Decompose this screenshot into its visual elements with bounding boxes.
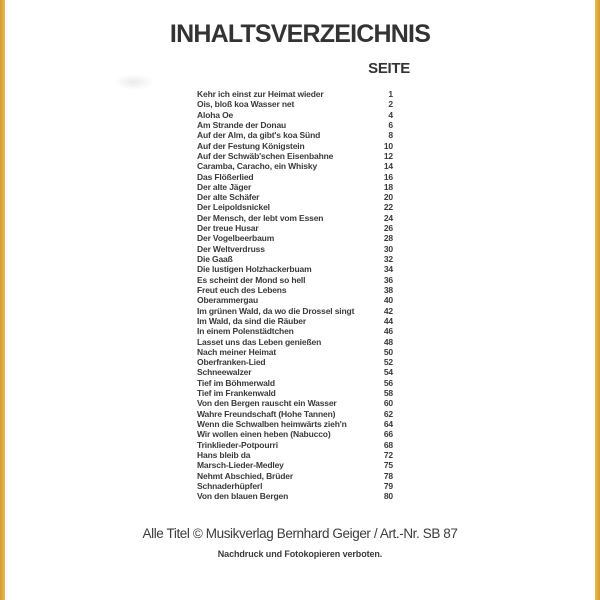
toc-row <box>197 285 393 295</box>
song-title: Oberammergau <box>197 295 259 306</box>
song-title: Lasset uns das Leben genießen <box>197 336 322 347</box>
toc-row <box>197 450 393 460</box>
song-title: Auf der Schwäb'schen Eisenbahne <box>197 150 334 161</box>
page-number: 44 <box>383 315 393 326</box>
toc-row <box>197 264 393 274</box>
page-number: 14 <box>383 161 393 172</box>
page-number: 36 <box>383 274 393 285</box>
page-number: 79 <box>383 480 393 491</box>
song-title: Schnaderhüpferl <box>197 480 263 491</box>
page-number: 8 <box>388 130 393 141</box>
song-title: Trinklieder-Potpourri <box>197 439 278 450</box>
song-title: Im grünen Wald, da wo die Drossel singt <box>197 305 355 316</box>
toc-row <box>197 388 393 398</box>
song-title: Nach meiner Heimat <box>197 346 277 357</box>
song-title: Der alte Jäger <box>197 181 252 192</box>
song-title: Ois, bloß koa Wasser net <box>197 99 295 110</box>
toc-row <box>197 398 393 408</box>
page-number: 66 <box>383 429 393 440</box>
song-title: Das Flößerlied <box>197 171 254 182</box>
song-title: Der treue Husar <box>197 223 259 234</box>
toc-row <box>197 481 393 491</box>
scan-smudge <box>114 74 154 90</box>
page-number: 64 <box>383 419 393 429</box>
song-title: Am Strande der Donau <box>197 119 287 130</box>
toc-row <box>197 202 393 212</box>
toc-row <box>197 99 393 109</box>
page-number: 10 <box>383 140 393 151</box>
toc-row <box>197 213 393 223</box>
page-number: 50 <box>383 346 393 357</box>
song-title: Schneewalzer <box>197 367 252 378</box>
page-number: 12 <box>383 150 393 161</box>
song-title: Der alte Schäfer <box>197 192 260 203</box>
page-number: 42 <box>383 305 393 316</box>
page-number: 40 <box>383 295 393 306</box>
toc-row <box>197 161 393 171</box>
song-title: In einem Polenstädtchen <box>197 326 294 337</box>
page-number: 60 <box>383 398 393 409</box>
page-number: 16 <box>383 171 393 182</box>
toc-row <box>197 89 393 99</box>
song-title: Auf der Alm, da gibt's koa Sünd <box>197 130 321 141</box>
song-title: Marsch-Lieder-Medley <box>197 460 284 471</box>
page-number: 78 <box>383 470 393 481</box>
toc-row <box>197 491 393 501</box>
toc-row <box>197 275 393 285</box>
song-title: Oberfranken-Lied <box>197 357 266 368</box>
page-number: 54 <box>383 367 393 378</box>
toc-row <box>197 182 393 192</box>
song-title: Der Mensch, der lebt vom Essen <box>197 212 324 223</box>
song-title: Es scheint der Mond so hell <box>197 274 306 285</box>
page-number: 68 <box>383 439 393 450</box>
page-number: 52 <box>383 357 393 368</box>
toc-row <box>197 440 393 450</box>
song-title: Auf der Festung Königstein <box>197 140 305 151</box>
book-cover-edge-left <box>0 0 5 600</box>
page-number: 32 <box>383 254 393 264</box>
page-column-header: SEITE <box>368 60 410 77</box>
toc-row <box>197 316 393 326</box>
page-number: 58 <box>383 388 393 399</box>
page-number: 26 <box>383 223 393 234</box>
song-title: Aloha Oe <box>197 109 234 120</box>
toc-row <box>197 223 393 233</box>
page-number: 1 <box>388 89 393 99</box>
toc-row <box>197 244 393 254</box>
page-number: 62 <box>383 408 393 419</box>
song-title: Kehr ich einst zur Heimat wieder <box>197 89 324 99</box>
toc-row <box>197 326 393 336</box>
toc-row <box>197 337 393 347</box>
song-title: Der Weltverdruss <box>197 243 265 254</box>
toc-row <box>197 120 393 130</box>
toc-row <box>197 378 393 388</box>
song-title: Im Wald, da sind die Räuber <box>197 315 306 326</box>
toc-row <box>197 172 393 182</box>
page-number: 48 <box>383 336 393 347</box>
song-title: Die Gaaß <box>197 254 233 264</box>
page-number: 34 <box>383 264 393 275</box>
page-number: 80 <box>383 491 393 502</box>
song-title: Der Vogelbeerbaum <box>197 233 275 244</box>
toc-row <box>197 151 393 161</box>
toc-row <box>197 295 393 305</box>
page-number: 75 <box>383 460 393 471</box>
page-number: 38 <box>383 284 393 295</box>
page-number: 18 <box>383 181 393 192</box>
toc-row <box>197 306 393 316</box>
toc-row <box>197 367 393 377</box>
song-title: Tief im Böhmerwald <box>197 377 275 388</box>
reprint-notice: Nachdruck und Fotokopieren verboten. <box>217 549 383 559</box>
song-title: Hans bleib da <box>197 449 251 460</box>
toc-row <box>197 419 393 429</box>
toc-row <box>197 347 393 357</box>
toc-row <box>197 409 393 419</box>
page-number: 20 <box>383 192 393 203</box>
copyright-line: Alle Titel © Musikverlag Bernhard Geiger / Art.-Nr. SB 87 <box>142 526 458 541</box>
song-title: Wenn die Schwalben heimwärts zieh'n <box>197 419 347 429</box>
toc-row <box>197 130 393 140</box>
song-title: Tief im Frankenwald <box>197 388 276 399</box>
book-cover-edge-right <box>595 0 600 600</box>
page-number: 22 <box>383 202 393 213</box>
toc-row <box>197 141 393 151</box>
toc-row <box>197 233 393 243</box>
page-title: INHALTSVERZEICHNIS <box>169 20 431 48</box>
page-number: 2 <box>388 99 393 110</box>
toc-list <box>197 89 393 502</box>
toc-row <box>197 254 393 264</box>
page-number: 56 <box>383 377 393 388</box>
toc-row <box>197 192 393 202</box>
toc-row <box>197 460 393 470</box>
song-title: Nehmt Abschied, Brüder <box>197 470 294 481</box>
page-number: 46 <box>383 326 393 337</box>
song-title: Der Leipoldsnickel <box>197 202 270 213</box>
page-number: 6 <box>388 119 393 130</box>
page-number: 28 <box>383 233 393 244</box>
song-title: Wir wollen einen heben (Nabucco) <box>197 429 331 440</box>
song-title: Freut euch des Lebens <box>197 284 287 295</box>
toc-row <box>197 357 393 367</box>
song-title: Von den blauen Bergen <box>197 491 289 502</box>
song-title: Caramba, Caracho, ein Whisky <box>197 161 318 172</box>
page-number: 24 <box>383 212 393 223</box>
toc-row <box>197 471 393 481</box>
page-number: 30 <box>383 243 393 254</box>
toc-row <box>197 110 393 120</box>
toc-row <box>197 429 393 439</box>
song-title: Von den Bergen rauscht ein Wasser <box>197 398 337 409</box>
page-number: 72 <box>383 449 393 460</box>
song-title: Wahre Freundschaft (Hohe Tannen) <box>197 408 336 419</box>
song-title: Die lustigen Holzhackerbuam <box>197 264 312 275</box>
page-number: 4 <box>388 109 393 120</box>
